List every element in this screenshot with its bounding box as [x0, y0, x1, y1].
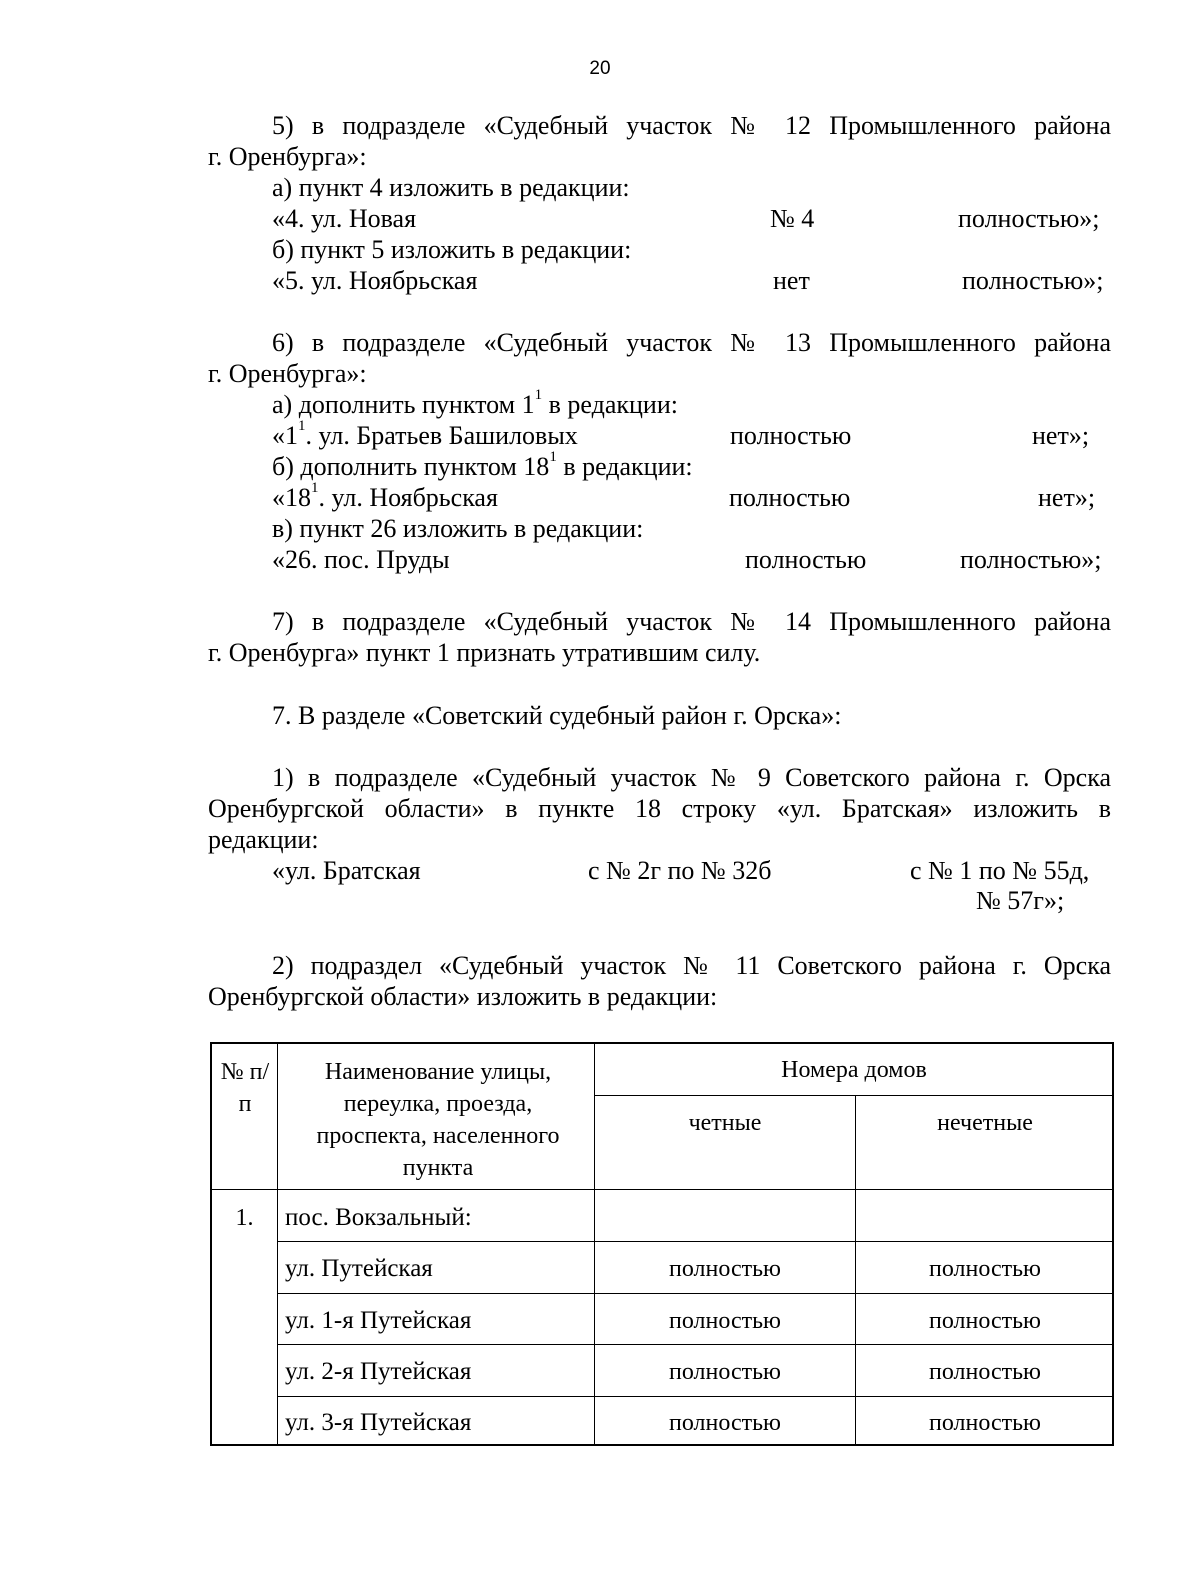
header-name: Наименование улицы, переулка, проезда, проспекта, населенного пункта [316, 1059, 560, 1181]
row-name: ул. 2-я Путейская [285, 1358, 472, 1385]
sub1-row-name: «ул. Братская [272, 856, 421, 885]
row-name: пос. Вокзальный: [285, 1204, 472, 1231]
item6-b-even: полностью [729, 483, 851, 512]
item6-c: в) пункт 26 изложить в редакции: [272, 514, 644, 543]
item5-a-odd: полностью»; [958, 204, 1100, 233]
item6-c-even: полностью [745, 545, 867, 574]
row-even: полностью [669, 1256, 781, 1282]
item5-line1: 5) в подразделе «Судебный участок № 12 Промышленного района [272, 111, 1111, 140]
item6-a-name: «$1^1$. ул. Братьев Башиловых [272, 418, 578, 450]
item6-a-even: полностью [730, 421, 852, 450]
sub1-row-odd1: с № 1 по № 55д, [910, 856, 1090, 885]
row-even: полностью [669, 1359, 781, 1385]
item6-a: а) дополнить пунктом $1^1$ в редакции: [272, 387, 678, 419]
item5-b: б) пункт 5 изложить в редакции: [272, 235, 632, 264]
row-odd: полностью [929, 1256, 1041, 1282]
sub1-row-odd2: № 57г»; [976, 886, 1065, 915]
table-divider [855, 1095, 856, 1444]
item6-a-odd: нет»; [1032, 421, 1090, 450]
sub1-line3: редакции: [208, 825, 319, 854]
sub1-line1: 1) в подразделе «Судебный участок № 9 Советского района г. Орска [272, 763, 1111, 792]
table-divider [277, 1396, 1112, 1397]
item6-line2: г. Оренбурга»: [208, 359, 367, 388]
row-name: ул. 1-я Путейская [285, 1307, 472, 1334]
row-name: ул. 3-я Путейская [285, 1409, 472, 1436]
item5-b-odd: полностью»; [962, 266, 1104, 295]
table-divider [594, 1095, 1112, 1096]
item7-line2: г. Оренбурга» пункт 1 признать утратившим силу. [208, 638, 761, 667]
header-house-numbers: Номера домов [781, 1057, 927, 1083]
sub1-row-even: с № 2г по № 32б [588, 856, 772, 885]
sub2-line1: 2) подраздел «Судебный участок № 11 Советского района г. Орска [272, 951, 1111, 980]
item6-b: б) дополнить пунктом $18^1$ в редакции: [272, 449, 693, 481]
item6-b-odd: нет»; [1038, 483, 1096, 512]
item5-b-name: «5. ул. Ноябрьская [272, 266, 478, 295]
table-divider [277, 1044, 278, 1444]
sub1-line2: Оренбургской области» в пункте 18 строку «ул. Братская» изложить в [208, 794, 1111, 823]
row-odd: полностью [929, 1359, 1041, 1385]
row-number: 1. [235, 1205, 254, 1231]
item5-line2: г. Оренбурга»: [208, 142, 367, 171]
row-odd: полностью [929, 1410, 1041, 1436]
table-divider [277, 1293, 1112, 1294]
header-odd: нечетные [937, 1110, 1033, 1136]
row-name: ул. Путейская [285, 1255, 433, 1282]
section7-heading: 7. В разделе «Советский судебный район г. Орска»: [272, 701, 842, 730]
item6-c-name: «26. пос. Пруды [272, 545, 450, 574]
table-divider [277, 1344, 1112, 1345]
sub2-line2: Оренбургской области» изложить в редакции: [208, 982, 718, 1011]
table-divider [594, 1044, 595, 1444]
row-even: полностью [669, 1410, 781, 1436]
item5-a: а) пункт 4 изложить в редакции: [272, 173, 630, 202]
item5-a-name: «4. ул. Новая [272, 204, 417, 233]
streets-table [210, 1042, 1114, 1446]
item6-c-odd: полностью»; [960, 545, 1102, 574]
row-even: полностью [669, 1308, 781, 1334]
row-odd: полностью [929, 1308, 1041, 1334]
item7-line1: 7) в подразделе «Судебный участок № 14 Промышленного района [272, 607, 1111, 636]
page-number: 20 [589, 58, 611, 79]
item6-line1: 6) в подразделе «Судебный участок № 13 Промышленного района [272, 328, 1111, 357]
header-number: № п/п [220, 1059, 270, 1117]
item5-a-even: № 4 [770, 204, 815, 233]
item5-b-even: нет [773, 266, 810, 295]
table-divider [212, 1189, 1112, 1190]
header-even: четные [688, 1110, 762, 1136]
table-divider [277, 1241, 1112, 1242]
item6-b-name: «$18^1$. ул. Ноябрьская [272, 480, 498, 512]
